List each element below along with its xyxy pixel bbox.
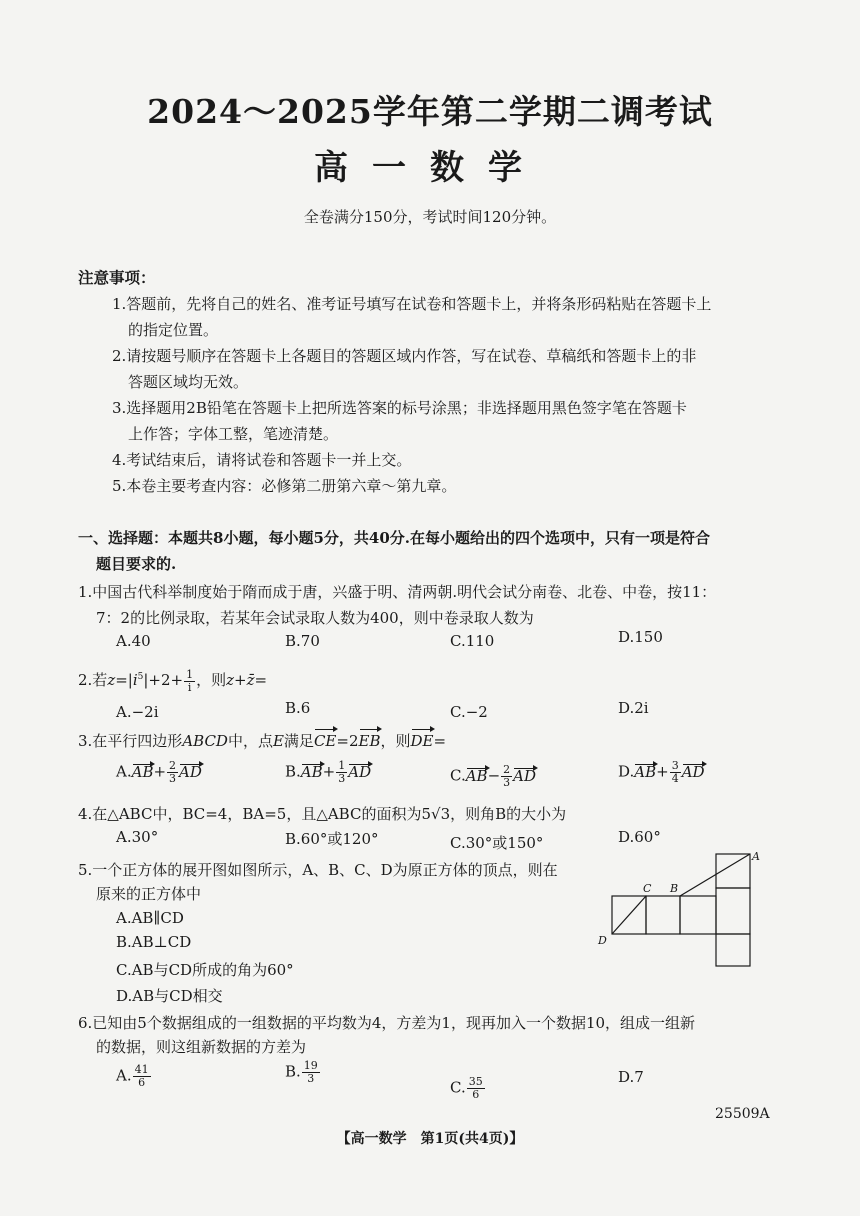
diagonal-ab <box>680 854 750 896</box>
diagonal-cd <box>612 896 646 934</box>
q1-option-d: D.150 <box>618 628 663 646</box>
q5-option-c: C.AB与CD所成的角为60° <box>116 961 294 979</box>
q2-option-d: D.2i <box>618 699 649 717</box>
q2-option-c: C.−2 <box>450 703 488 721</box>
q3-option-b: B.AB+ $\frac{1}{3}$ AD <box>285 759 372 785</box>
q6-option-c: C. $\frac{35}{6}$ <box>450 1075 483 1101</box>
notice-line: 4.考试结束后，请将试卷和答题卡一并上交。 <box>112 451 412 469</box>
vertex-label-d: D <box>598 934 607 947</box>
question-1-stem: 1.中国古代科举制度始于隋而成于唐，兴盛于明、清两朝.明代会试分南卷、北卷、中卷，按11： <box>78 583 717 601</box>
question-6-stem: 6.已知由5个数据组成的一组数据的平均数为4，方差为1，现再加入一个数据10，组成一组新 <box>78 1014 696 1032</box>
q1-option-b: B.70 <box>285 632 320 650</box>
paper-code: 25509A <box>715 1106 770 1122</box>
vertex-label-a: A <box>752 850 760 863</box>
q4-option-a: A.30° <box>116 828 159 846</box>
q4-option-c: C.30°或150° <box>450 834 544 852</box>
q1-option-a: A.40 <box>116 632 151 650</box>
net-face <box>716 888 750 934</box>
q2-option-b: B.6 <box>285 699 311 717</box>
q5-option-a: A.AB∥CD <box>116 909 184 927</box>
q4-option-b: B.60°或120° <box>285 830 379 848</box>
question-3-stem: 3.在平行四边形ABCD中，点E满足CE=2EB，则DE= <box>78 728 446 754</box>
q1-option-c: C.110 <box>450 632 495 650</box>
notice-line: 5.本卷主要考查内容：必修第二册第六章～第九章。 <box>112 477 457 495</box>
notice-line: 1.答题前，先将自己的姓名、准考证号填写在试卷和答题卡上，并将条形码粘贴在答题卡上 <box>112 295 712 313</box>
q6-option-d: D.7 <box>618 1068 644 1086</box>
notice-line: 2.请按题号顺序在答题卡上各题目的答题区域内作答，写在试卷、草稿纸和答题卡上的非 <box>112 347 697 365</box>
vertex-label-c: C <box>643 882 652 895</box>
question-5-stem: 5.一个正方体的展开图如图所示，A、B、C、D为原正方体的顶点，则在 <box>78 861 558 879</box>
cube-net-figure <box>598 850 766 976</box>
notice-heading: 注意事项： <box>78 268 156 287</box>
question-5-stem-cont: 原来的正方体中 <box>96 885 202 903</box>
exam-title: 2024～2025学年第二学期二调考试 <box>147 92 713 131</box>
question-2-stem: 2.若$z=|i^5|+2+$ $\frac{1}{i}$ ，则z+z̄= <box>78 667 268 694</box>
net-face <box>716 934 750 966</box>
score-note: 全卷满分150分，考试时间120分钟。 <box>303 208 557 226</box>
question-4-stem: 4.在△ABC中，BC=4，BA=5，且△ABC的面积为5√3，则角B的大小为 <box>78 805 567 823</box>
q4-option-d: D.60° <box>618 828 661 846</box>
q2-option-a: A.−2i <box>116 703 159 721</box>
net-face <box>646 896 680 934</box>
section-heading: 一、选择题：本题共8小题，每小题5分，共40分.在每小题给出的四个选项中，只有一项是符合 <box>78 529 710 547</box>
notice-line: 答题区域均无效。 <box>128 373 249 391</box>
net-face <box>680 896 716 934</box>
q3-option-c: C.AB− $\frac{2}{3}$ AD <box>450 763 537 789</box>
page-footer: 【高一数学 第1页(共4页)】 <box>336 1131 524 1147</box>
q6-option-a: A. $\frac{41}{6}$ <box>116 1063 149 1089</box>
q5-option-b: B.AB⊥CD <box>116 933 192 951</box>
q3-option-d: D.AB+ $\frac{3}{4}$ AD <box>618 759 705 785</box>
question-6-stem-cont: 的数据，则这组新数据的方差为 <box>96 1038 307 1056</box>
q6-option-b: B. $\frac{19}{3}$ <box>285 1059 318 1085</box>
vertex-label-b: B <box>670 882 679 895</box>
question-1-stem-cont: 7：2的比例录取，若某年会试录取人数为400，则中卷录取人数为 <box>96 609 534 627</box>
q5-option-d: D.AB与CD相交 <box>116 987 223 1005</box>
notice-line: 上作答；字体工整，笔迹清楚。 <box>128 425 339 443</box>
subject-title: 高一数学 <box>314 148 546 188</box>
fraction: $\frac{1}{i}$ <box>186 667 194 694</box>
notice-line: 的指定位置。 <box>128 321 219 339</box>
q3-option-a: A.AB+ $\frac{2}{3}$ AD <box>116 759 202 785</box>
notice-line: 3.选择题用2B铅笔在答题卡上把所选答案的标号涂黑；非选择题用黑色签字笔在答题卡 <box>112 399 687 417</box>
section-heading-cont: 题目要求的. <box>96 555 177 573</box>
